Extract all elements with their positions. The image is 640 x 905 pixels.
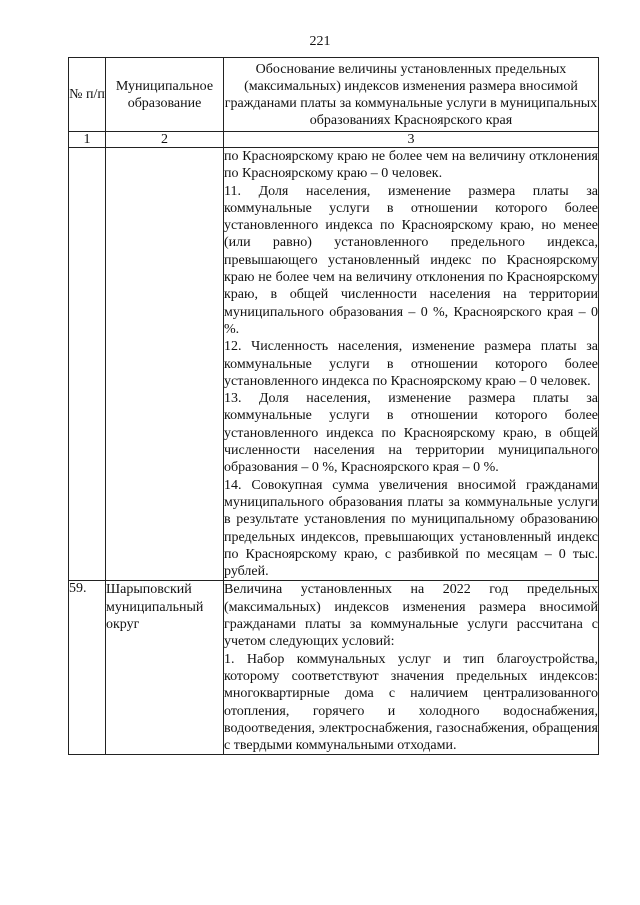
column-number: 2: [106, 132, 224, 148]
table-row: [69, 581, 599, 755]
row-justification: [224, 581, 599, 755]
row-justification: [224, 148, 599, 581]
paragraph: 14. Совокупная сумма увеличения вносимой гражданами муниципального образования платы за коммунальные услуги в результате установления по муниципальному образованию предельных индексов, превышающих установленный индекс по Красноярскому краю, с разбивкой по месяцам – 0 тыс. рублей.: [224, 477, 598, 580]
header-number: № п/п: [69, 58, 106, 132]
paragraph: 11. Доля населения, изменение размера платы за коммунальные услуги в отношении которого более установленного индекса по Красноярскому краю, но менее (или равно) установленного предельного индекса, превышающего установленный индекс по Красноярскому краю не более чем на величину отклонения по Красноярскому краю, в общей численности населения на территории муниципального образования – 0 %, Красноярского края – 0 %.: [224, 183, 598, 337]
page-number: 221: [309, 34, 331, 49]
row-number: 59.: [69, 581, 106, 755]
row-number: [69, 148, 106, 581]
column-number: 1: [69, 132, 106, 148]
column-number: 3: [224, 132, 599, 148]
header-municipality: Муниципальное образование: [106, 58, 224, 132]
table-header-row: [69, 58, 599, 132]
paragraph: 12. Численность населения, изменение размера платы за коммунальные услуги в отношении которого более установленного индекса по Красноярскому краю – 0 человек.: [224, 339, 598, 389]
paragraph: 1. Набор коммунальных услуг и тип благоустройства, которому соответствуют значения предельных индексов: многоквартирные дома с наличием централизованного отопления, горячего и холодного водоснабжения, водоотведения, электроснабжения, газоснабжения, обращения с твердыми коммунальными отходами.: [224, 651, 598, 754]
table-row: [69, 148, 599, 581]
paragraph: по Красноярскому краю не более чем на величину отклонения по Красноярскому краю – 0 человек.: [224, 149, 598, 182]
row-municipality: Шарыповский муниципальный округ: [106, 581, 224, 755]
column-number-row: [69, 132, 599, 148]
paragraph: 13. Доля населения, изменение размера платы за коммунальные услуги в отношении которого более установленного индекса по Красноярскому краю, в общей численности населения на территории муниципального образования – 0 %, Красноярского края – 0 %.: [224, 391, 598, 476]
indices-table: [68, 57, 599, 755]
header-justification: Обоснование величины установленных предельных (максимальных) индексов изменения размера вносимой гражданами платы за коммунальные услуги в муниципальных образованиях Красноярского края: [224, 58, 599, 132]
paragraph: Величина установленных на 2022 год предельных (максимальных) индексов изменения размера вносимой гражданами платы за коммунальные услуги рассчитана с учетом следующих условий:: [224, 582, 598, 650]
row-municipality: [106, 148, 224, 581]
